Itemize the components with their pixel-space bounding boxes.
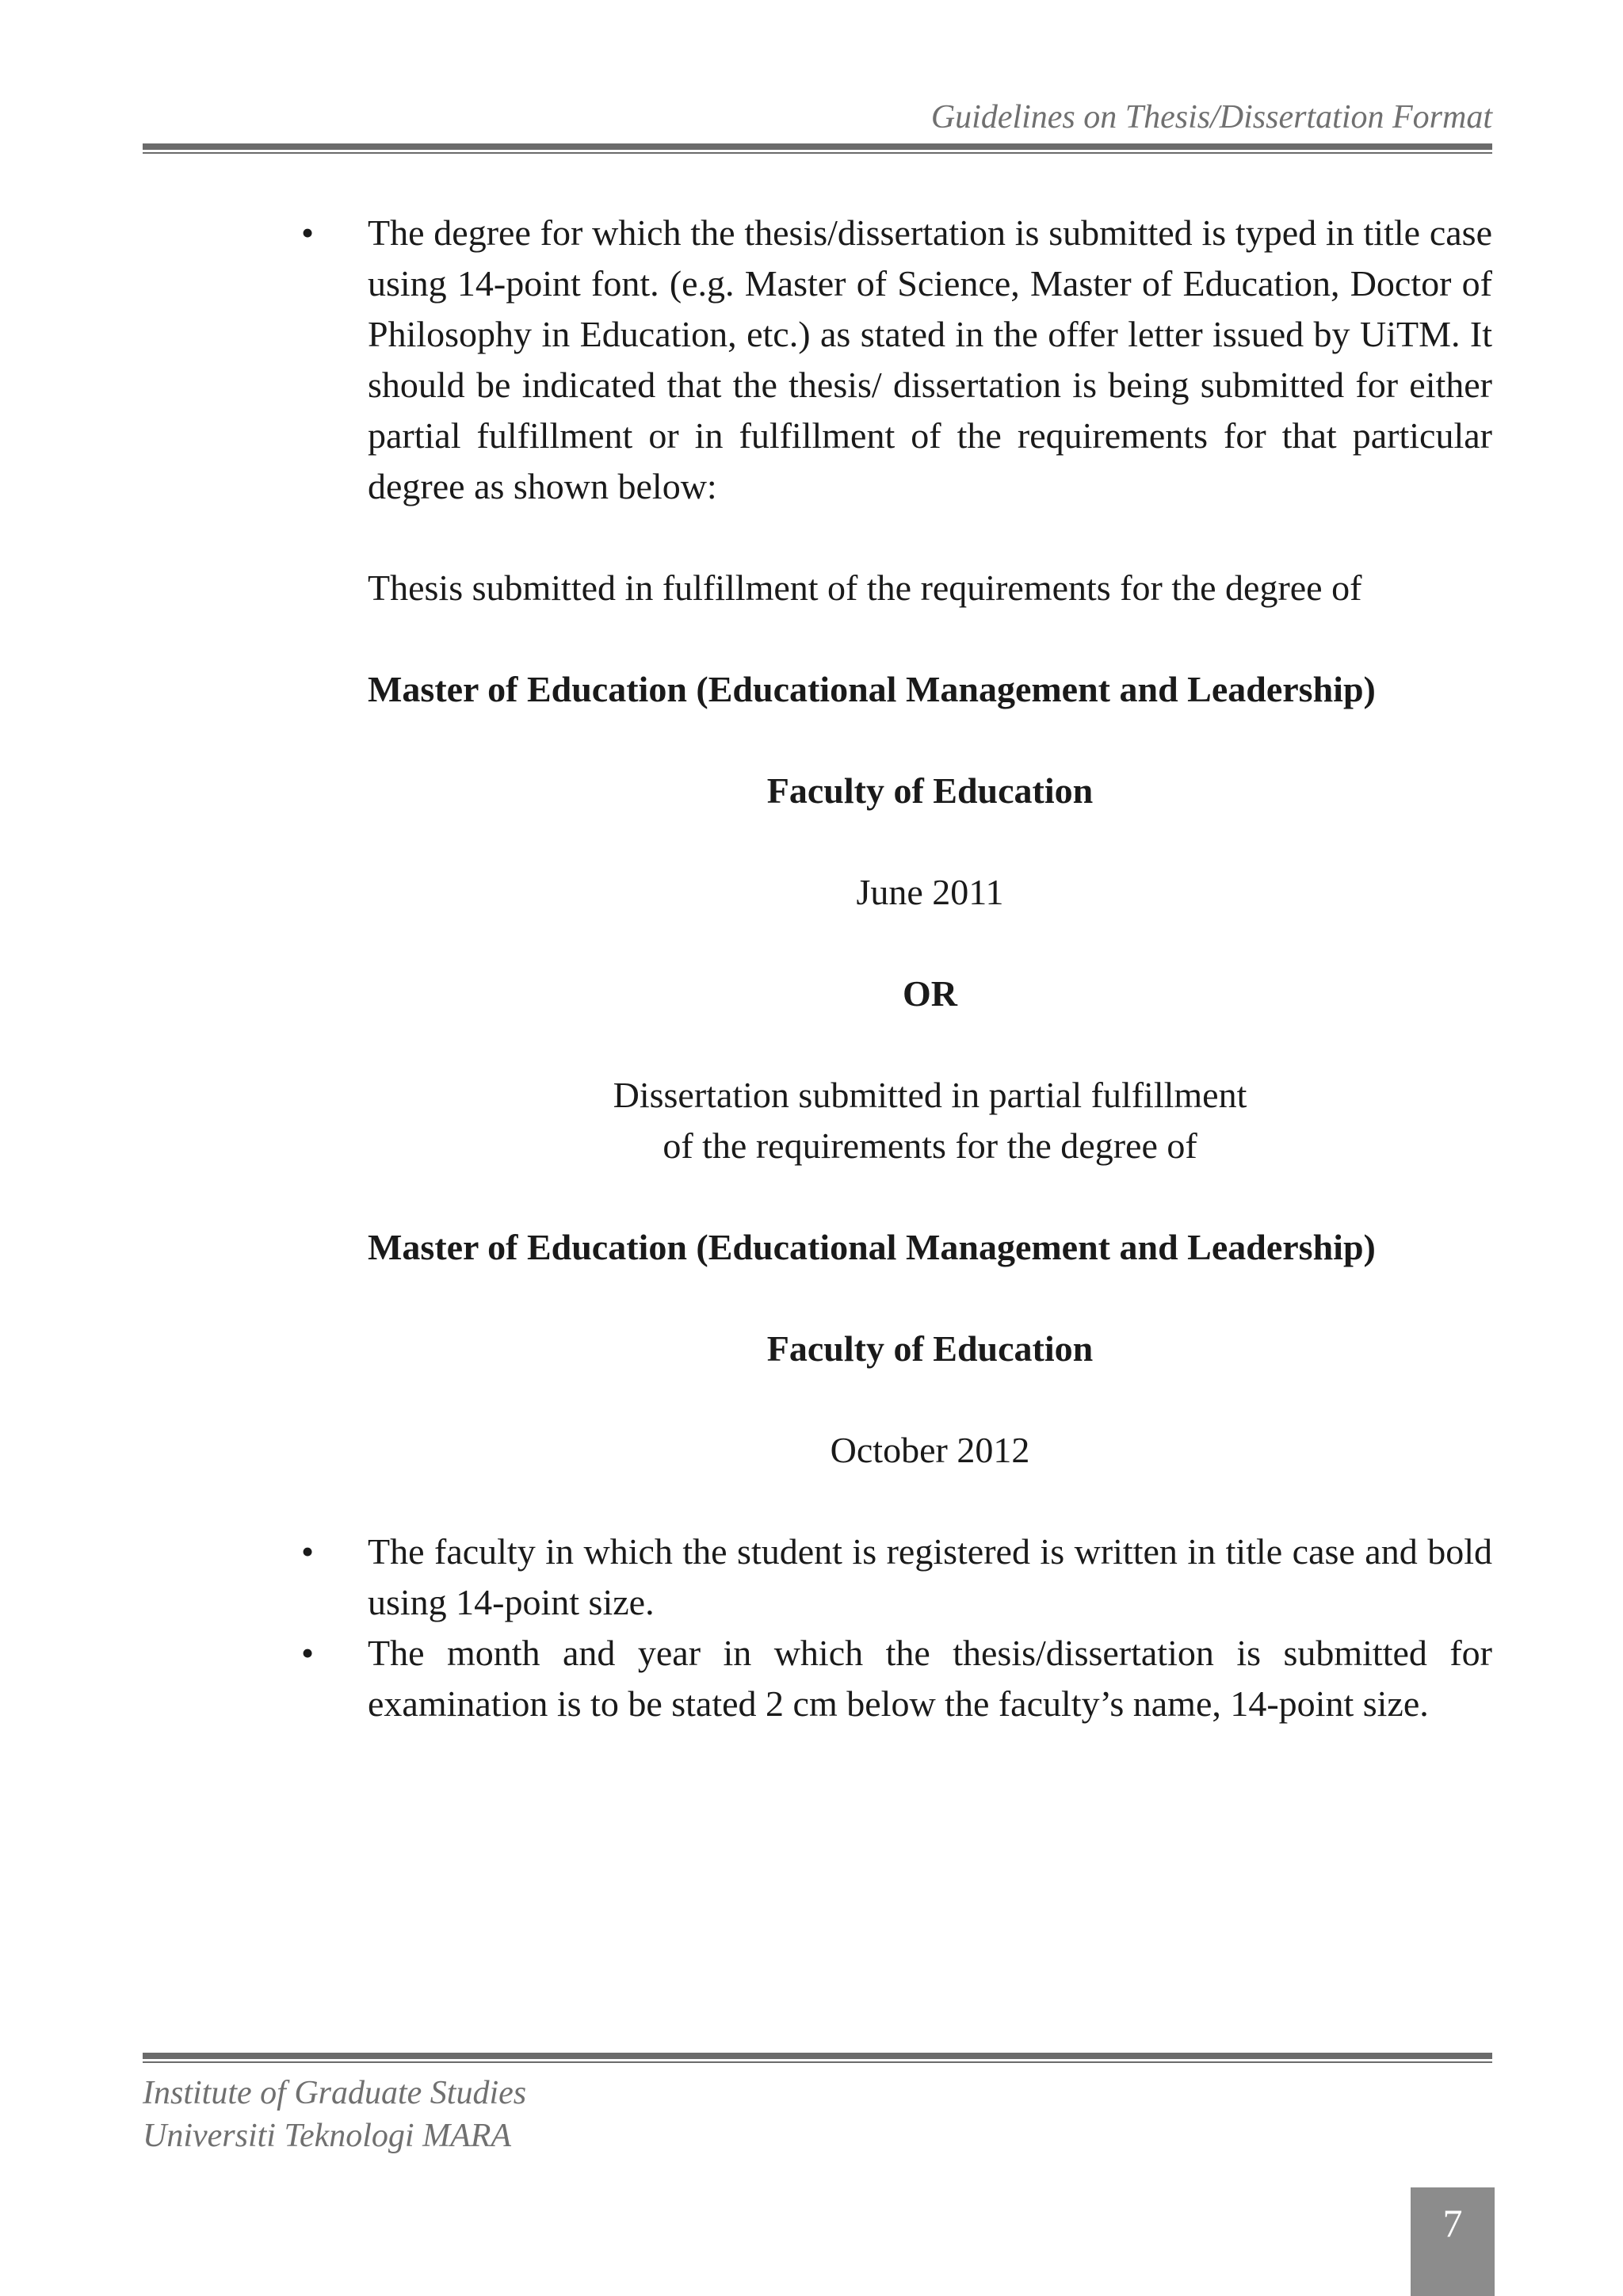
or-separator: OR	[903, 973, 957, 1014]
thesis-degree: Master of Education (Educational Management and Leadership)	[368, 669, 1376, 709]
bullet-marker: •	[301, 1531, 315, 1572]
header-rule	[143, 143, 1492, 154]
footer-institution	[143, 2072, 526, 2157]
bullet-month-year	[301, 1628, 1492, 1729]
bullet-faculty	[301, 1526, 1492, 1628]
page-body	[301, 208, 1492, 1729]
page-number: 7	[1411, 2187, 1495, 2296]
bullet-month-year-text: The month and year in which the thesis/dissertation is submitted for examination is to be stated 2 cm below the faculty’s name, 14-point size.	[368, 1633, 1492, 1724]
footer-line1: Institute of Graduate Studies	[143, 2075, 527, 2111]
thesis-statement: Thesis submitted in fulfillment of the requirements for the degree of	[368, 567, 1362, 608]
thesis-date: June 2011	[856, 872, 1004, 912]
thesis-faculty: Faculty of Education	[766, 770, 1094, 811]
dissertation-date: October 2012	[830, 1430, 1030, 1470]
dissertation-statement-line1: Dissertation submitted in partial fulfillment	[613, 1075, 1247, 1115]
dissertation-degree: Master of Education (Educational Management and Leadership)	[368, 1227, 1376, 1267]
footer-rule	[143, 2053, 1492, 2063]
bullet-degree	[301, 208, 1492, 512]
dissertation-faculty: Faculty of Education	[766, 1328, 1094, 1369]
bullet-marker: •	[301, 212, 315, 253]
footer-line2: Universiti Teknologi MARA	[143, 2118, 512, 2154]
bullet-degree-text: The degree for which the thesis/dissertation is submitted is typed in title case using 14-point font. (e.g. Master of Science, Master of Education, Doctor of Philosophy in Education, etc.) as stated in the offer letter issued by UiTM. It should be indicated that the thesis/ dissertation is being submitted for either partial fulfillment or in fulfillment of the requirements for that particular degree as shown below:	[368, 212, 1492, 506]
dissertation-statement-line2: of the requirements for the degree of	[663, 1125, 1197, 1166]
bullet-marker: •	[301, 1633, 315, 1673]
bullet-faculty-text: The faculty in which the student is registered is written in title case and bold using 14-point size.	[368, 1531, 1492, 1622]
running-header: Guidelines on Thesis/Dissertation Format	[930, 99, 1492, 136]
